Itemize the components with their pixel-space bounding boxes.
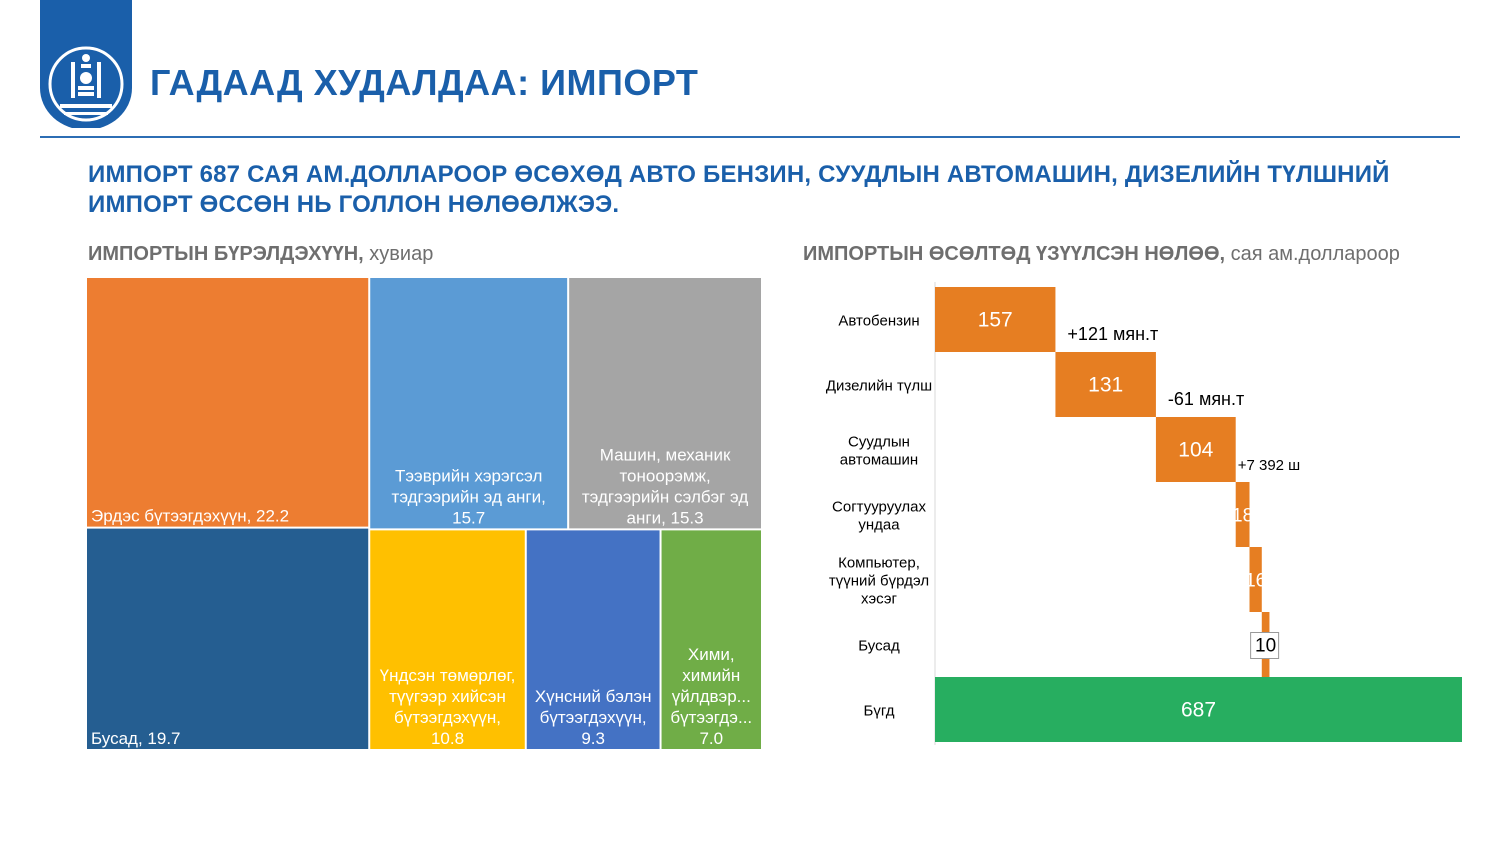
- treemap-label: тоноорэмж,: [619, 466, 711, 486]
- treemap-subtitle-bold: ИМПОРТЫН БҮРЭЛДЭХҮҮН,: [88, 243, 364, 265]
- waterfall-category-label: ундаа: [858, 516, 900, 534]
- treemap-label: Бусад, 19.7: [91, 729, 181, 748]
- waterfall-value-label: 18: [1232, 505, 1254, 527]
- treemap-subtitle-unit: хувиар: [363, 243, 434, 265]
- waterfall-category-label: хэсэг: [861, 590, 897, 608]
- treemap-label: Үндсэн төмөрлөг,: [379, 666, 516, 685]
- treemap-label: бүтээгдэ...: [670, 708, 753, 727]
- treemap-label: түүгээр хийсэн: [389, 687, 506, 706]
- waterfall-value-label: 104: [1178, 438, 1214, 462]
- treemap-label: Машин, механик: [599, 445, 731, 465]
- waterfall-annotation: +7 392 ш: [1237, 457, 1301, 474]
- waterfall-category-label: Суудлын: [848, 433, 910, 451]
- treemap-label: үйлдвэр...: [671, 687, 751, 706]
- treemap-label: 7.0: [699, 729, 724, 748]
- treemap-label: Хими,: [687, 645, 735, 664]
- treemap-label: 15.7: [452, 508, 486, 528]
- waterfall-value-label: 10: [1255, 635, 1277, 657]
- waterfall-annotation: +121 мян.т: [1067, 324, 1159, 344]
- treemap-label: тэдгээрийн эд анги,: [391, 487, 546, 507]
- treemap-label: Эрдэс бүтээгдэхүүн, 22.2: [91, 506, 290, 526]
- treemap-label: 10.8: [430, 729, 465, 748]
- page-title: ГАДААД ХУДАЛДАА: ИМПОРТ: [150, 62, 699, 103]
- treemap-label: бүтээгдэхүүн,: [393, 708, 502, 727]
- waterfall-category-label: түүний бүрдэл: [828, 572, 930, 590]
- waterfall-category-label: Бусад: [858, 637, 900, 655]
- waterfall-subtitle-unit: сая ам.доллароор: [1225, 243, 1400, 265]
- treemap-label: тэдгээрийн сэлбэг эд: [581, 487, 749, 507]
- waterfall-value-label: 687: [1180, 698, 1217, 722]
- treemap-label: Хүнсний бэлэн: [534, 687, 652, 706]
- treemap-label: 9.3: [581, 729, 605, 748]
- waterfall-subtitle-bold: ИМПОРТЫН ӨСӨЛТӨД ҮЗҮҮЛСЭН НӨЛӨӨ,: [803, 243, 1226, 265]
- treemap-label: Тээврийн хэрэгсэл: [395, 466, 543, 486]
- waterfall-category-label: автомашин: [839, 451, 919, 469]
- treemap-label: бүтээгдэхүүн,: [539, 708, 647, 727]
- waterfall-value-label: 157: [977, 308, 1013, 332]
- waterfall-annotation: -61 мян.т: [1167, 389, 1245, 409]
- waterfall-value-label: 131: [1088, 373, 1124, 397]
- waterfall-category-label: Дизелийн түлш: [825, 377, 933, 395]
- treemap-label: химийн: [682, 666, 741, 685]
- treemap-label: анги, 15.3: [626, 508, 704, 528]
- headline: ИМПОРТ 687 САЯ АМ.ДОЛЛАРООР ӨСӨХӨД АВТО БЕНЗИН, СУУДЛЫН АВТОМАШИН, ДИЗЕЛИЙН ТҮЛШНИЙ ИМПОРТ ӨССӨН НЬ ГОЛЛОН НӨЛӨӨЛЖЭЭ.: [88, 161, 1390, 218]
- waterfall-value-label: 16: [1245, 570, 1267, 592]
- waterfall-category-label: Бүгд: [863, 702, 895, 720]
- waterfall-category-label: Согтууруулах: [832, 498, 926, 516]
- waterfall-category-label: Автобензин: [838, 312, 920, 330]
- waterfall-category-label: Компьютер,: [838, 554, 920, 572]
